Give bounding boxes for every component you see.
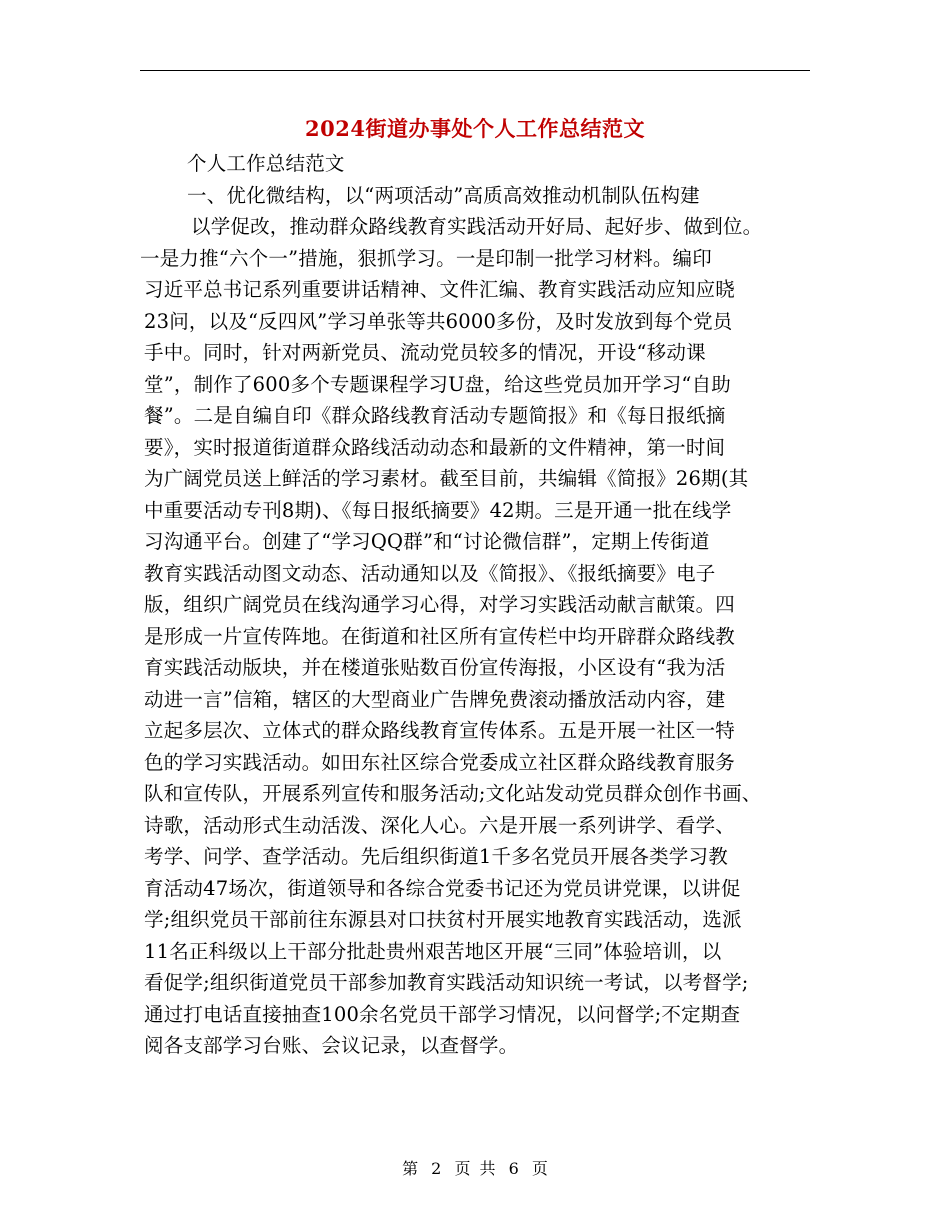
paragraph-line: 11名正科级以上干部分批赴贵州艰苦地区开展“三同”体验培训，以 — [144, 939, 722, 963]
page-total: 6 — [508, 1159, 519, 1178]
paragraph-line: 通过打电话直接抽查100余名党员干部学习情况，以问督学;不定期查 — [144, 1002, 741, 1026]
section-heading: 一、优化微结构，以“两项活动”高质高效推动机制队伍构建 — [187, 183, 700, 207]
paragraph-line: 版，组织广阔党员在线沟通学习心得，对学习实践活动献言献策。四 — [144, 593, 736, 616]
paragraph-line: 看促学;组织街道党员干部参加教育实践活动知识统一考试，以考督学; — [144, 971, 749, 994]
paragraph-line: 习近平总书记系列重要讲话精神、文件汇编、教育实践活动应知应晓 — [144, 278, 736, 301]
header-rule — [140, 70, 810, 71]
paragraph-line: 育实践活动版块，并在楼道张贴数百份宣传海报，小区设有“我为活 — [144, 656, 726, 679]
paragraph-line: 要》，实时报道街道群众路线活动动态和最新的文件精神，第一时间 — [144, 435, 726, 459]
footer-middle: 页 共 — [454, 1159, 496, 1178]
paragraph-line: 是形成一片宣传阵地。在街道和社区所有宣传栏中均开辟群众路线教 — [144, 624, 736, 648]
paragraph-line: 以学促改，推动群众路线教育实践活动开好局、起好步、做到位。 — [191, 215, 763, 238]
paragraph-line: 个人工作总结范文 — [187, 152, 345, 175]
paragraph-line: 堂”，制作了600多个专题课程学习U盘，给这些党员加开学习“自助 — [144, 372, 731, 396]
footer-prefix: 第 — [402, 1159, 419, 1178]
footer-suffix: 页 — [531, 1159, 548, 1178]
paragraph-line: 队和宣传队，开展系列宣传和服务活动;文化站发动党员群众创作书画、 — [144, 782, 762, 805]
paragraph-line: 习沟通平台。创建了“学习QQ群”和“讨论微信群”，定期上传街道 — [144, 530, 710, 553]
paragraph-line: 立起多层次、立体式的群众路线教育宣传体系。五是开展一社区一特 — [144, 719, 736, 742]
page-footer — [0, 1156, 950, 1179]
paragraph-line: 教育实践活动图文动态、活动通知以及《简报》、《报纸摘要》电子 — [144, 561, 716, 585]
paragraph-line: 23问，以及“反四风”学习单张等共6000多份，及时发放到每个党员 — [144, 309, 733, 333]
page-number: 2 — [431, 1159, 442, 1178]
paragraph-line: 餐”。二是自编自印《群众路线教育活动专题简报》和《每日报纸摘 — [144, 404, 726, 427]
paragraph-line: 诗歌，活动形式生动活泼、深化人心。六是开展一系列讲学、看学、 — [144, 813, 736, 837]
paragraph-line: 动进一言”信箱，辖区的大型商业广告牌免费滚动播放活动内容，建 — [144, 687, 726, 711]
document-title: 2024街道办事处个人工作总结范文 — [305, 116, 645, 141]
paragraph-line: 阅各支部学习台账、会议记录，以查督学。 — [144, 1034, 519, 1057]
paragraph-line: 学;组织党员干部前往东源县对口扶贫村开展实地教育实践活动，选派 — [144, 908, 742, 931]
paragraph-line: 为广阔党员送上鲜活的学习素材。截至目前，共编辑《简报》26期(其 — [144, 467, 749, 490]
document-body — [140, 148, 820, 1062]
paragraph-line: 色的学习实践活动。如田东社区综合党委成立社区群众路线教育服务 — [144, 750, 736, 774]
paragraph-line: 中重要活动专刊8期)、《每日报纸摘要》42期。三是开通一批在线学 — [144, 498, 732, 522]
paragraph-line: 一是力推“六个一”措施，狠抓学习。一是印制一批学习材料。编印 — [140, 246, 712, 270]
paragraph-line: 考学、问学、查学活动。先后组织街道1千多名党员开展各类学习教 — [144, 845, 728, 868]
paragraph-line: 育活动47场次，街道领导和各综合党委书记还为党员讲党课，以讲促 — [144, 876, 741, 900]
paragraph-line: 手中。同时，针对两新党员、流动党员较多的情况，开设“移动课 — [144, 341, 706, 364]
